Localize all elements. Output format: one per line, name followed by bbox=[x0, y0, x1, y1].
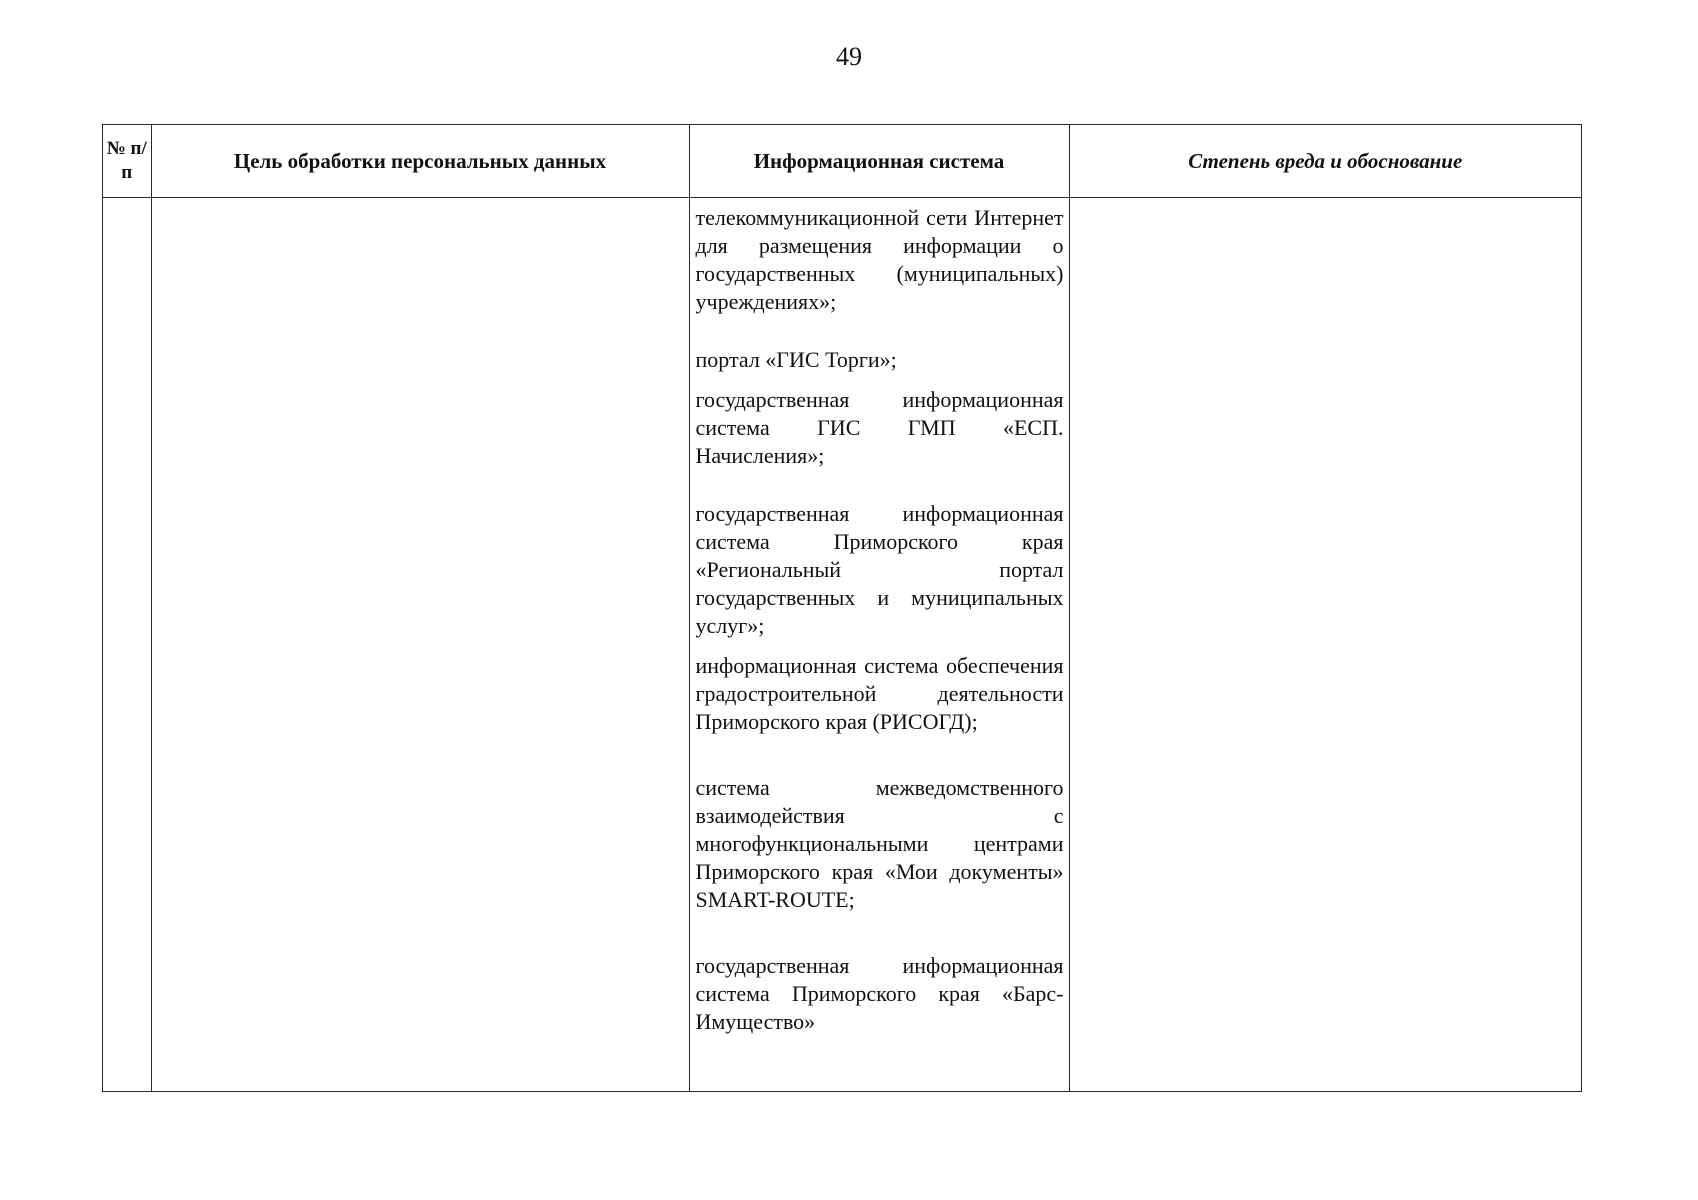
list-item: информационная система обеспечения градостроительной деятельности Приморского края (РИСОГД); bbox=[695, 652, 1064, 734]
table bbox=[103, 125, 1581, 1091]
cell-harm bbox=[1069, 197, 1581, 1091]
cell-goal bbox=[151, 197, 689, 1091]
cell-systems bbox=[689, 197, 1069, 1091]
list-item: система межведомственного взаимодействия с многофункциональными центрами Приморского края «Мои документы» SMART-ROUTE; bbox=[695, 774, 1064, 912]
list-item: портал «ГИС Торги»; bbox=[695, 346, 897, 372]
page-number: 49 bbox=[836, 42, 862, 71]
table-row bbox=[103, 197, 1581, 1091]
column-header-number: № п/п bbox=[103, 125, 151, 197]
list-item: государственная информационная система ГИС ГМП «ЕСП. Начисления»; bbox=[695, 386, 1064, 468]
column-header-goal: Цель обработки персональных данных bbox=[151, 125, 689, 197]
list-item: государственная информационная система Приморского края «Региональный портал государственных и муниципальных услуг»; bbox=[695, 500, 1064, 638]
list-item: телекоммуникационной сети Интернет для размещения информации о государственных (муниципальных) учреждениях»; bbox=[695, 204, 1064, 314]
column-header-harm: Степень вреда и обоснование bbox=[1069, 125, 1581, 197]
cell-number bbox=[103, 197, 151, 1091]
list-item: государственная информационная система Приморского края «Барс-Имущество» bbox=[695, 952, 1064, 1034]
data-processing-table bbox=[102, 124, 1582, 1092]
systems-list bbox=[690, 198, 1069, 1036]
table-header-row bbox=[103, 125, 1581, 197]
column-header-system: Информационная система bbox=[689, 125, 1069, 197]
